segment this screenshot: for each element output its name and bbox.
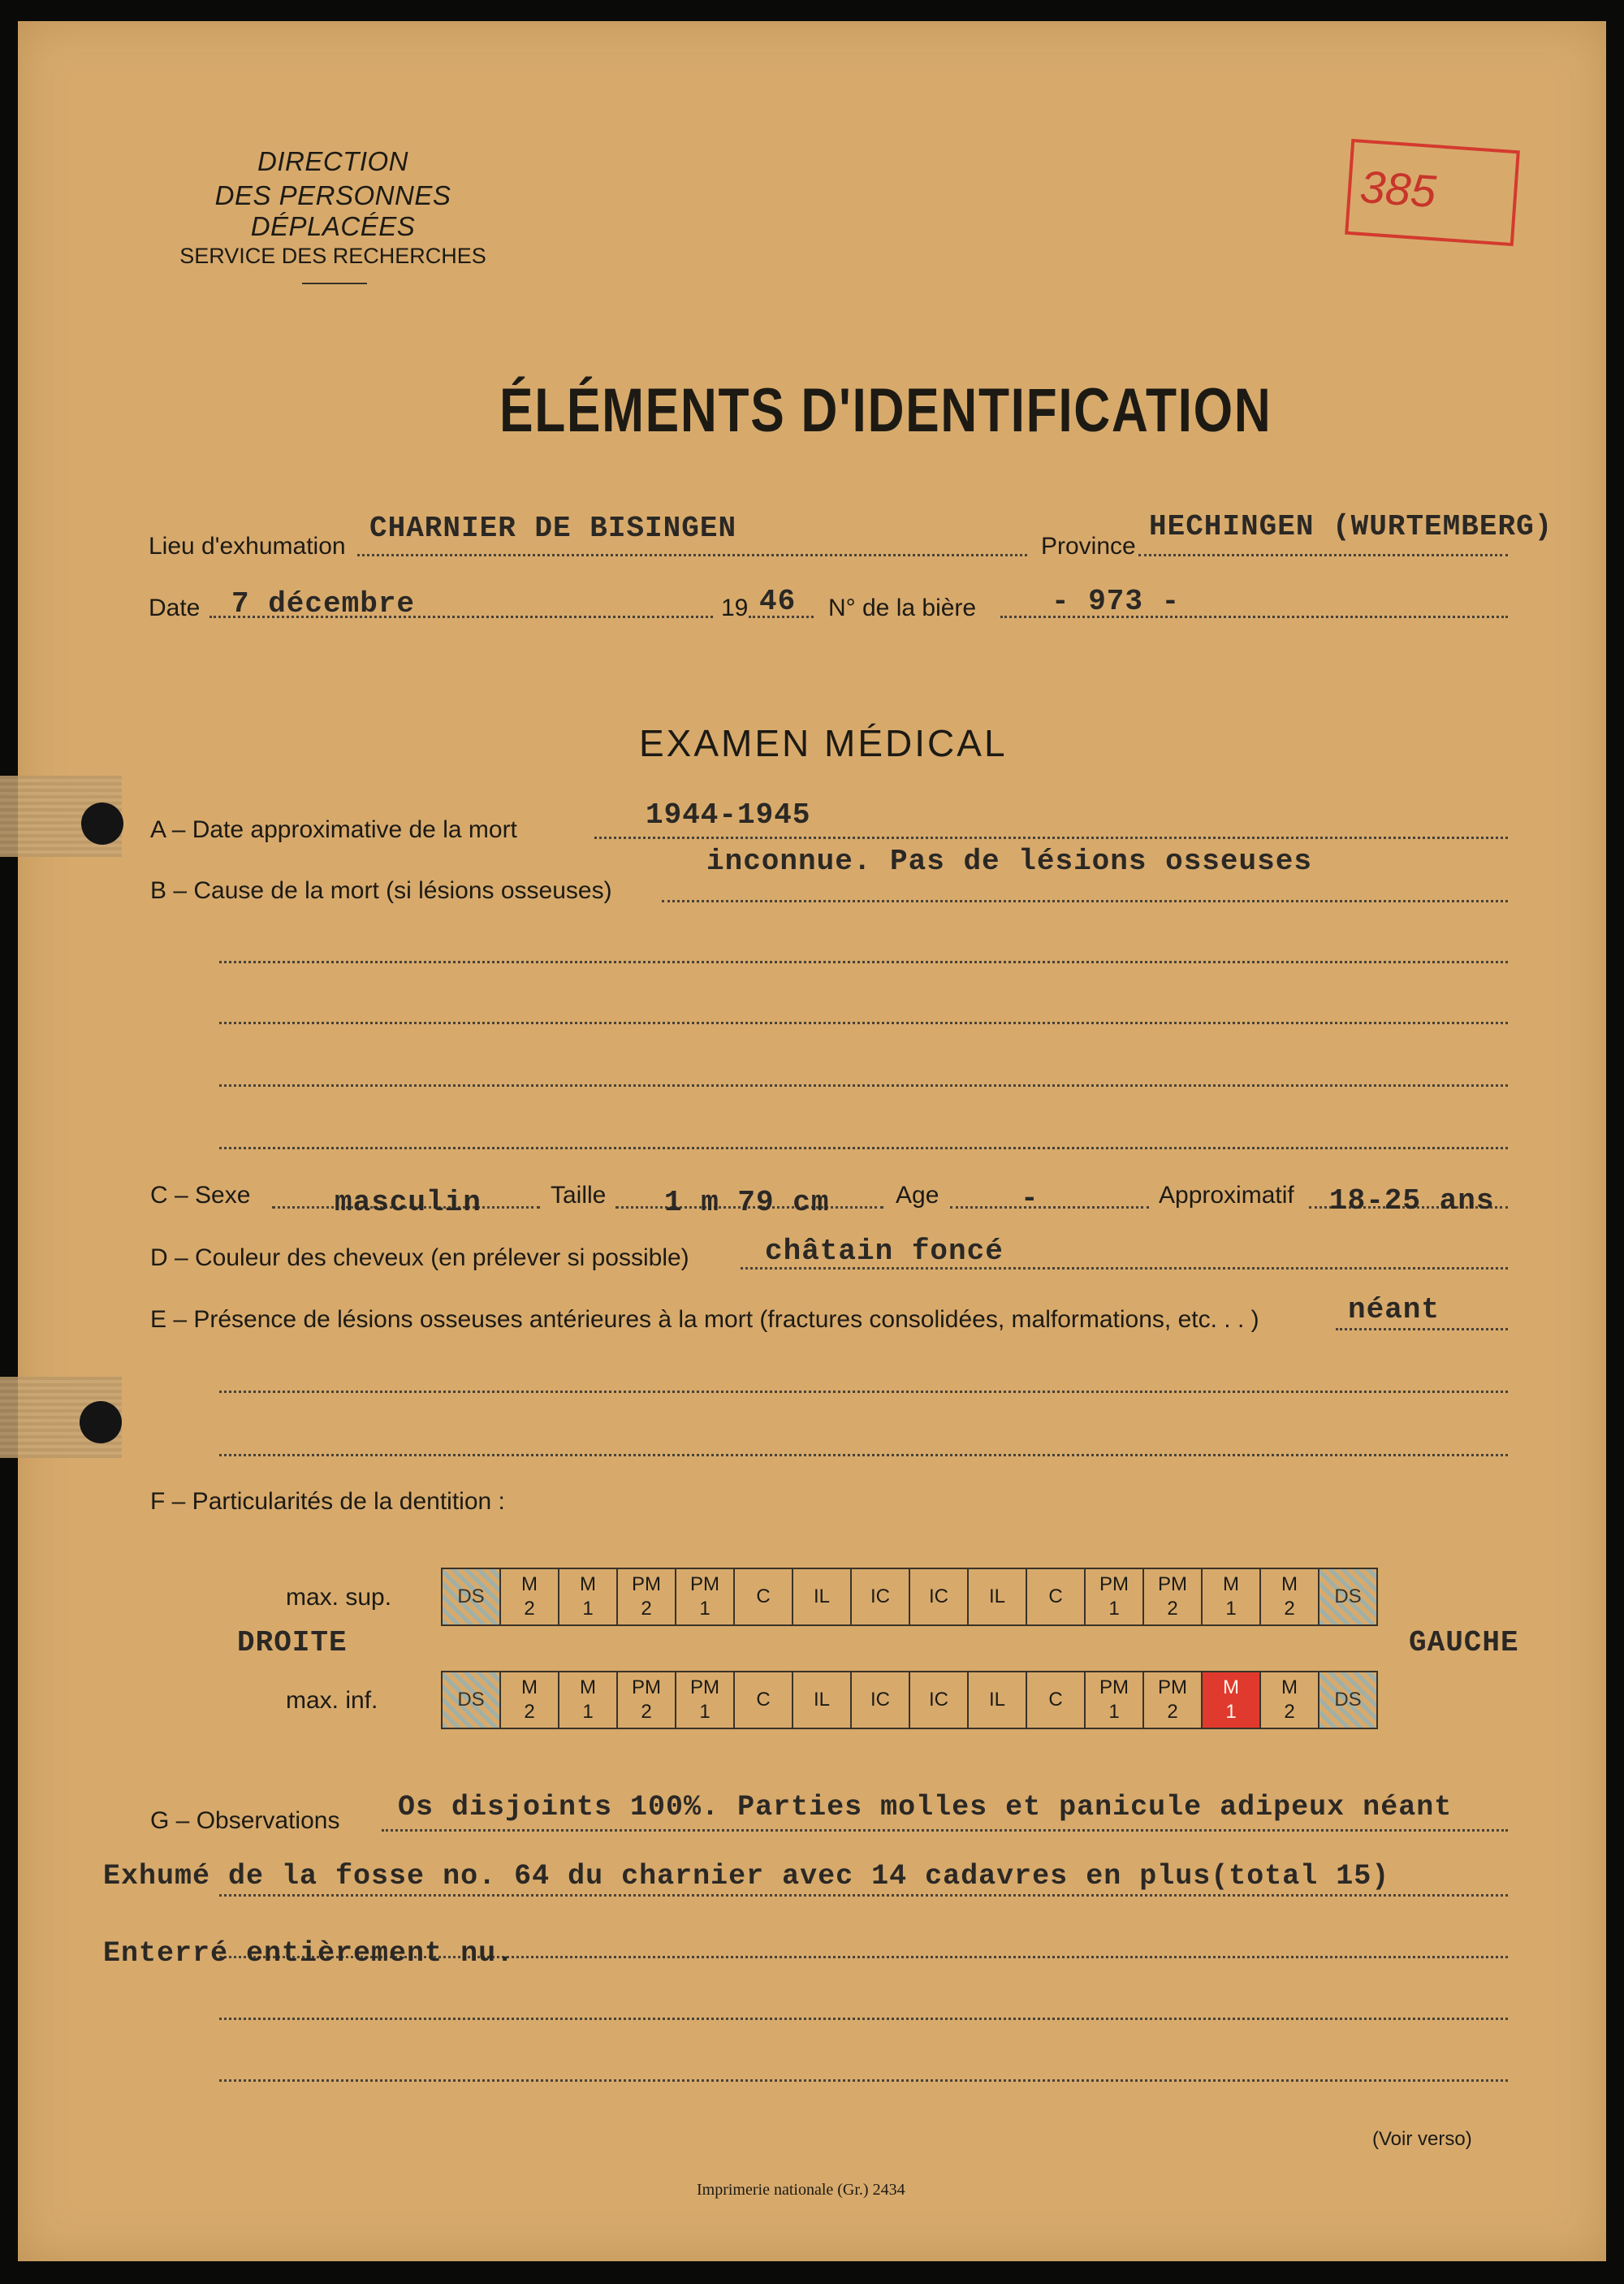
header-department: DES PERSONNES DÉPLACÉES (214, 180, 451, 241)
date-label: Date (149, 595, 201, 621)
section-b-line-3 (219, 1022, 1508, 1024)
tooth-number: 2 (641, 1598, 652, 1620)
tooth-type: DS (1334, 1585, 1362, 1607)
section-b-label: B – Cause de la mort (si lésions osseuses) (150, 877, 612, 904)
age-value: - (1021, 1182, 1039, 1215)
upper-tooth-2 (500, 1568, 559, 1625)
upper-tooth-10 (968, 1568, 1026, 1625)
age-line (950, 1206, 1149, 1209)
section-b-value: inconnue. Pas de lésions osseuses (706, 845, 1312, 878)
approx-value: 18-25 ans (1329, 1184, 1495, 1218)
upper-teeth-chart (441, 1568, 1378, 1626)
section-b-line-2 (219, 961, 1508, 963)
upper-tooth-7 (793, 1568, 851, 1625)
tooth-type: PM (1158, 1676, 1187, 1698)
section-d-label: D – Couleur des cheveux (en prélever si possible) (150, 1244, 689, 1271)
side-gauche: GAUCHE (1409, 1626, 1519, 1659)
tooth-number: 2 (1284, 1598, 1295, 1620)
upper-tooth-8 (851, 1568, 909, 1625)
tooth-type: IC (929, 1689, 948, 1711)
tooth-number: 2 (641, 1701, 652, 1723)
upper-tooth-16 (1319, 1568, 1377, 1625)
lower-tooth-14 (1202, 1672, 1260, 1728)
tooth-type: PM (690, 1573, 719, 1595)
tooth-number: 2 (524, 1701, 535, 1723)
tooth-number: 1 (1108, 1598, 1120, 1620)
tooth-type: PM (1158, 1573, 1187, 1595)
upper-tooth-5 (676, 1568, 734, 1625)
biere-value: - 973 - (1052, 585, 1181, 618)
taille-value: 1 m 79 cm (664, 1186, 830, 1219)
tooth-number: 1 (1225, 1701, 1237, 1723)
tooth-type: PM (632, 1573, 661, 1595)
tooth-type: C (756, 1585, 771, 1607)
year-prefix: 19 (721, 595, 749, 621)
upper-tooth-4 (617, 1568, 676, 1625)
punch-hole-top (81, 802, 123, 845)
section-e-line (1336, 1328, 1508, 1330)
province-label: Province (1041, 533, 1136, 560)
tooth-number: 1 (1108, 1701, 1120, 1723)
date-value: 7 décembre (231, 587, 416, 621)
tooth-type: C (756, 1689, 771, 1711)
header-divider (302, 283, 367, 284)
section-a-label: A – Date approximative de la mort (150, 816, 517, 843)
upper-tooth-14 (1202, 1568, 1260, 1625)
header-direction: DIRECTION (257, 146, 408, 176)
section-e-line-3 (219, 1454, 1508, 1456)
section-d-value: châtain foncé (765, 1235, 1004, 1268)
approx-label: Approximatif (1159, 1182, 1294, 1209)
lieu-value: CHARNIER DE BISINGEN (369, 512, 737, 545)
tooth-type: PM (690, 1676, 719, 1698)
lower-tooth-8 (851, 1672, 909, 1728)
upper-tooth-11 (1026, 1568, 1085, 1625)
tooth-type: IL (988, 1585, 1005, 1607)
section-e-label: E – Présence de lésions osseuses antérieures à la mort (fractures consolidées, malformations, etc. . . ) (150, 1306, 1259, 1333)
upper-tooth-12 (1085, 1568, 1143, 1625)
section-e-value: néant (1348, 1293, 1440, 1326)
section-e-line-2 (219, 1391, 1508, 1393)
tooth-number: 2 (1284, 1701, 1295, 1723)
observations-line-1: Os disjoints 100%. Parties molles et panicule adipeux néant (398, 1791, 1453, 1823)
section-b-line-5 (219, 1147, 1508, 1149)
biere-label: N° de la bière (828, 595, 977, 621)
upper-jaw-label: max. sup. (286, 1584, 392, 1611)
tooth-number: 1 (582, 1701, 594, 1723)
tooth-type: IC (870, 1585, 890, 1607)
province-line (1138, 554, 1508, 556)
tooth-type: IC (929, 1585, 948, 1607)
tooth-type: M (1281, 1676, 1298, 1698)
tooth-type: IL (988, 1689, 1005, 1711)
lower-tooth-7 (793, 1672, 851, 1728)
section-g-line-2 (219, 1894, 1508, 1897)
section-c-label: C – Sexe (150, 1182, 251, 1209)
side-droite: DROITE (237, 1626, 348, 1659)
section-g-line-1 (382, 1829, 1508, 1832)
upper-tooth-3 (559, 1568, 617, 1625)
tooth-number: 1 (699, 1598, 710, 1620)
section-a-value: 1944-1945 (646, 798, 811, 832)
lower-teeth-chart (441, 1671, 1378, 1729)
upper-tooth-6 (734, 1568, 793, 1625)
tooth-type: M (1223, 1573, 1239, 1595)
section-b-line-4 (219, 1084, 1508, 1087)
section-a-line (594, 837, 1508, 839)
province-value: HECHINGEN (WURTEMBERG) (1149, 510, 1553, 543)
lower-tooth-1 (442, 1672, 500, 1728)
taille-label: Taille (551, 1182, 607, 1209)
stamp-number: 385 (1358, 160, 1438, 218)
section-g-line-5 (219, 2079, 1508, 2082)
lower-tooth-15 (1260, 1672, 1319, 1728)
tooth-type: PM (1099, 1573, 1129, 1595)
lower-tooth-6 (734, 1672, 793, 1728)
punch-hole-bottom (80, 1401, 122, 1443)
tooth-type: IC (870, 1689, 890, 1711)
tooth-type: M (580, 1676, 596, 1698)
tooth-number: 1 (1225, 1598, 1237, 1620)
tooth-number: 1 (582, 1598, 594, 1620)
upper-tooth-1 (442, 1568, 500, 1625)
lower-tooth-11 (1026, 1672, 1085, 1728)
lower-teeth-row (442, 1672, 1377, 1728)
lower-jaw-label: max. inf. (286, 1687, 378, 1714)
section-g-label: G – Observations (150, 1807, 340, 1834)
age-label: Age (896, 1182, 939, 1209)
form-sheet (18, 21, 1606, 2261)
tooth-type: M (521, 1676, 538, 1698)
printer-note: Imprimerie nationale (Gr.) 2434 (697, 2181, 905, 2199)
tooth-type: DS (457, 1585, 485, 1607)
lower-tooth-9 (909, 1672, 968, 1728)
tooth-type: IL (813, 1689, 830, 1711)
lieu-line (357, 554, 1027, 556)
year-value: 46 (759, 585, 797, 618)
lower-tooth-5 (676, 1672, 734, 1728)
tooth-type: IL (813, 1585, 830, 1607)
tooth-type: C (1048, 1585, 1063, 1607)
tooth-type: PM (632, 1676, 661, 1698)
tooth-number: 2 (1167, 1598, 1178, 1620)
tooth-number: 2 (524, 1598, 535, 1620)
tooth-type: DS (457, 1689, 485, 1711)
upper-tooth-15 (1260, 1568, 1319, 1625)
page-title: ÉLÉMENTS D'IDENTIFICATION (499, 376, 1272, 445)
lower-tooth-2 (500, 1672, 559, 1728)
tooth-type: PM (1099, 1676, 1129, 1698)
tooth-number: 1 (699, 1701, 710, 1723)
observations-line-2: Exhumé de la fosse no. 64 du charnier avec 14 cadavres en plus(total 15) (103, 1860, 1390, 1893)
lower-tooth-4 (617, 1672, 676, 1728)
tooth-type: M (521, 1573, 538, 1595)
section-b-line (662, 900, 1508, 902)
section-f-label: F – Particularités de la dentition : (150, 1488, 505, 1515)
lower-tooth-13 (1143, 1672, 1202, 1728)
upper-teeth-row (442, 1568, 1377, 1625)
tooth-number: 2 (1167, 1701, 1178, 1723)
exam-title: EXAMEN MÉDICAL (639, 722, 1008, 764)
tooth-type: M (1223, 1676, 1239, 1698)
lieu-label: Lieu d'exhumation (149, 533, 346, 560)
lower-tooth-3 (559, 1672, 617, 1728)
lower-tooth-12 (1085, 1672, 1143, 1728)
tooth-type: DS (1334, 1689, 1362, 1711)
section-g-line-4 (219, 2018, 1508, 2020)
upper-tooth-9 (909, 1568, 968, 1625)
observations-line-3: Enterré entièrement nu. (103, 1937, 515, 1970)
tooth-type: M (1281, 1573, 1298, 1595)
voir-verso: (Voir verso) (1372, 2128, 1472, 2150)
upper-tooth-13 (1143, 1568, 1202, 1625)
sexe-value: masculin (335, 1186, 482, 1219)
lower-tooth-10 (968, 1672, 1026, 1728)
lower-tooth-16 (1319, 1672, 1377, 1728)
tooth-type: C (1048, 1689, 1063, 1711)
header-service: SERVICE DES RECHERCHES (179, 244, 486, 268)
tooth-type: M (580, 1573, 596, 1595)
